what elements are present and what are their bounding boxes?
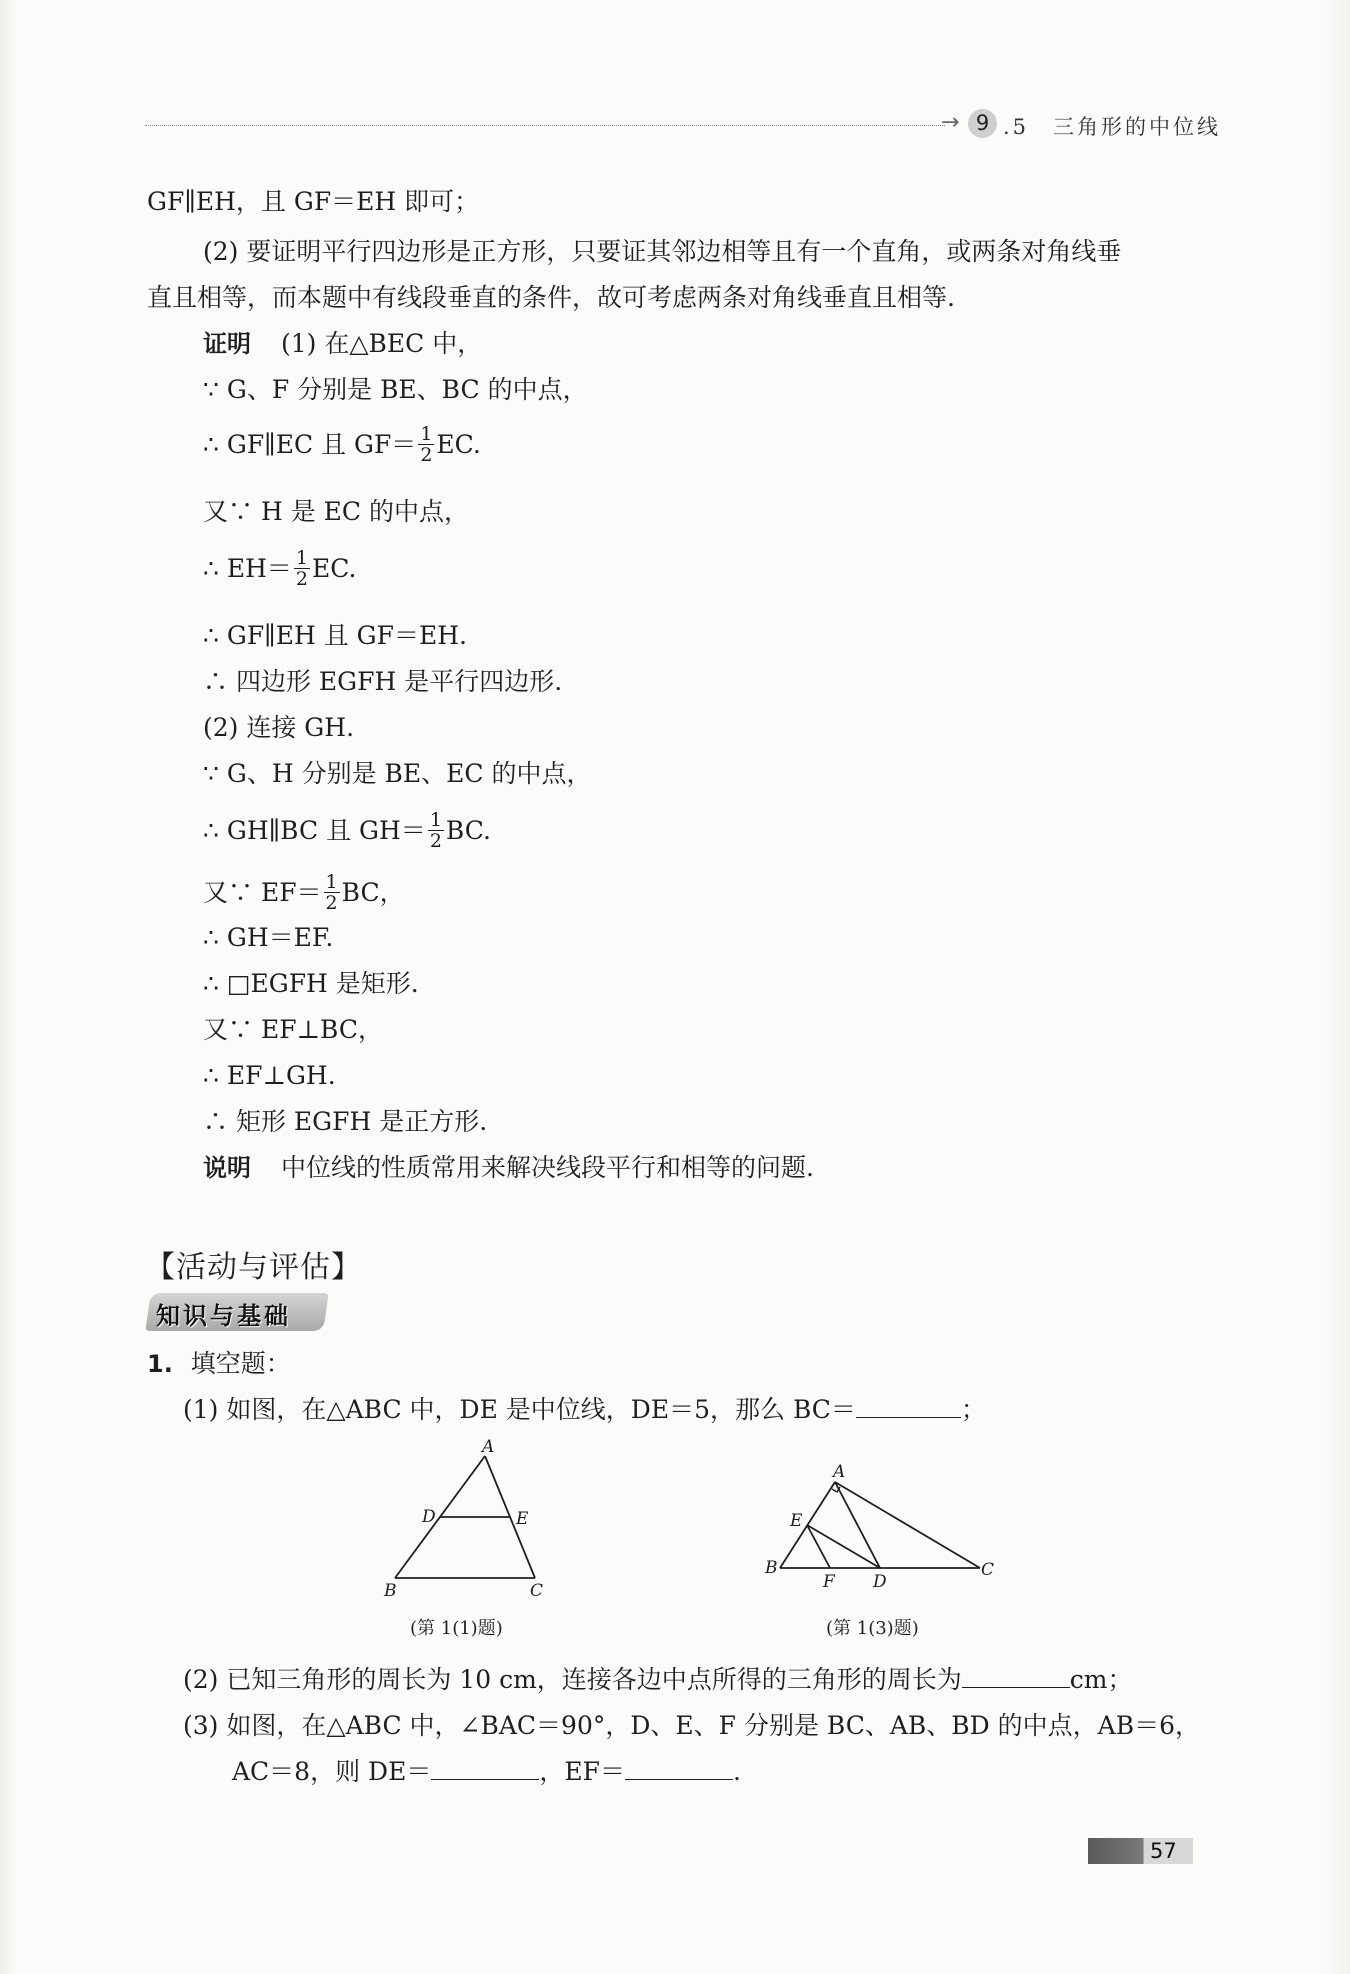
text-line — [203, 968, 419, 1000]
label-E: E — [516, 1509, 529, 1529]
text-line — [203, 424, 481, 465]
label-B: B — [765, 1558, 778, 1578]
fraction-numerator: 1 — [429, 809, 442, 831]
fraction-numerator: 1 — [420, 423, 433, 445]
fraction-line — [203, 872, 405, 913]
text-span: ，EF＝ — [539, 1757, 625, 1786]
question-1-3-cont — [232, 1756, 741, 1788]
fraction-line — [203, 810, 491, 851]
fraction-half — [428, 810, 444, 851]
text-span: ∴ 四边形 EGFH 是平行四边形. — [203, 667, 563, 696]
text-line — [203, 548, 356, 589]
text-span: EC. — [436, 429, 481, 459]
label-D: D — [873, 1572, 887, 1592]
text-span: . — [732, 1757, 741, 1786]
fraction-half — [418, 424, 434, 465]
text-span: EC. — [312, 553, 357, 583]
fraction-denominator: 2 — [325, 892, 338, 914]
fraction-denominator: 2 — [429, 830, 442, 852]
fraction-line — [203, 424, 481, 465]
text-span: GF∥EH，且 GF＝EH 即可； — [147, 187, 480, 216]
answer-blank[interactable] — [856, 1395, 961, 1418]
question-number: 1. — [147, 1350, 173, 1378]
figure-caption-2: (第 1(3)题) — [826, 1618, 919, 1639]
text-line — [203, 922, 333, 954]
text-span: BC. — [445, 815, 491, 845]
fraction-half — [294, 548, 310, 589]
text-span: 直且相等，而本题中有线段垂直的条件，故可考虑两条对角线垂直且相等. — [147, 283, 955, 312]
label-C: C — [981, 1560, 995, 1580]
question-title: 填空题： — [190, 1349, 291, 1378]
text-span: (2) 要证明平行四边形是正方形，只要证其邻边相等且有一个直角，或两条对角线垂 — [203, 237, 1122, 266]
arrow-right-icon: → — [941, 110, 960, 135]
text-span: ∴ GF∥EC 且 GF＝ — [203, 429, 417, 459]
page-number-bar — [1088, 1838, 1193, 1864]
fraction-line — [203, 548, 356, 589]
answer-blank[interactable] — [962, 1665, 1070, 1688]
note-line — [203, 1152, 814, 1184]
text-line — [203, 1106, 487, 1138]
text-span: ∴ GF∥EH 且 GF＝EH. — [203, 621, 467, 650]
text-line — [147, 282, 955, 314]
text-line — [203, 872, 405, 913]
proof-label: 证明 — [203, 330, 251, 358]
text-line — [203, 236, 1121, 268]
answer-blank-de[interactable] — [431, 1757, 539, 1780]
text-line — [203, 810, 491, 851]
label-C: C — [530, 1581, 544, 1601]
figure-q1-3 — [755, 1455, 1005, 1599]
figure-q1-1 — [380, 1438, 560, 1617]
text-span: (1) 在△BEC 中， — [280, 329, 483, 358]
answer-blank-ef[interactable] — [625, 1757, 733, 1780]
triangle-diagram — [380, 1438, 560, 1613]
text-span: ； — [960, 1395, 986, 1424]
text-line — [203, 1060, 336, 1092]
text-span: ∴ 矩形 EGFH 是正方形. — [203, 1107, 488, 1136]
page-number: 57 — [1150, 1839, 1177, 1863]
text-line — [203, 666, 562, 698]
question-1-3 — [183, 1710, 1200, 1742]
label-D: D — [422, 1507, 436, 1527]
question-1-1 — [183, 1394, 986, 1426]
fraction-denominator: 2 — [295, 568, 308, 590]
question-1-heading — [147, 1348, 291, 1380]
text-span: ∴ EH＝ — [203, 553, 292, 583]
text-span: 又∵ EF⊥BC， — [203, 1015, 384, 1044]
fraction-denominator: 2 — [420, 444, 433, 466]
text-span: ∴ GH＝EF. — [203, 923, 334, 952]
text-line — [203, 712, 354, 744]
fraction-numerator: 1 — [325, 871, 338, 893]
fraction-numerator: 1 — [295, 547, 308, 569]
note-label: 说明 — [203, 1154, 251, 1182]
figure-caption-1: (第 1(1)题) — [410, 1618, 503, 1639]
text-line — [203, 620, 467, 652]
text-line — [203, 1014, 383, 1046]
text-line — [147, 186, 479, 218]
running-header — [145, 108, 1222, 148]
label-B: B — [384, 1581, 397, 1601]
question-1-2 — [183, 1664, 1133, 1696]
text-span: cm； — [1069, 1665, 1133, 1694]
section-banner-label: 知识与基础 — [156, 1302, 291, 1330]
header-dotted-rule — [145, 125, 945, 126]
text-span: (1) 如图，在△ABC 中，DE 是中位线，DE＝5，那么 BC＝ — [183, 1395, 856, 1424]
label-A: A — [482, 1438, 495, 1457]
text-span: (2) 已知三角形的周长为 10 cm，连接各边中点所得的三角形的周长为 — [183, 1665, 962, 1694]
text-span: (2) 连接 GH. — [203, 713, 355, 742]
label-E: E — [790, 1511, 803, 1531]
text-span: ∴ □EGFH 是矩形. — [203, 969, 419, 998]
text-span: 中位线的性质常用来解决线段平行和相等的问题. — [280, 1153, 814, 1182]
right-triangle-diagram — [755, 1455, 1005, 1595]
proof-heading-line — [203, 328, 482, 360]
chapter-badge: 9 — [968, 109, 997, 138]
chapter-title: .5 三角形的中位线 — [1003, 115, 1222, 139]
text-line — [203, 374, 588, 406]
text-span: 又∵ H 是 EC 的中点， — [203, 497, 469, 526]
text-span: ∴ GH∥BC 且 GH＝ — [203, 815, 426, 845]
text-line — [203, 496, 469, 528]
label-A: A — [833, 1462, 846, 1482]
text-span: 又∵ EF＝ — [203, 877, 322, 907]
text-line — [203, 758, 591, 790]
section-title: 【活动与评估】 — [145, 1250, 362, 1285]
text-span: (3) 如图，在△ABC 中，∠BAC＝90°，D、E、F 分别是 BC、AB、BD 的中点，AB＝6， — [183, 1711, 1200, 1740]
text-span: ∵ G、F 分别是 BE、BC 的中点， — [203, 375, 588, 404]
text-span: BC， — [341, 877, 405, 907]
fraction-half — [324, 872, 340, 913]
label-F: F — [823, 1572, 835, 1592]
text-span: ∵ G、H 分别是 BE、EC 的中点， — [203, 759, 592, 788]
right-angle-mark — [832, 1487, 840, 1492]
text-span: ∴ EF⊥GH. — [203, 1061, 336, 1090]
text-span: AC＝8，则 DE＝ — [232, 1757, 432, 1786]
